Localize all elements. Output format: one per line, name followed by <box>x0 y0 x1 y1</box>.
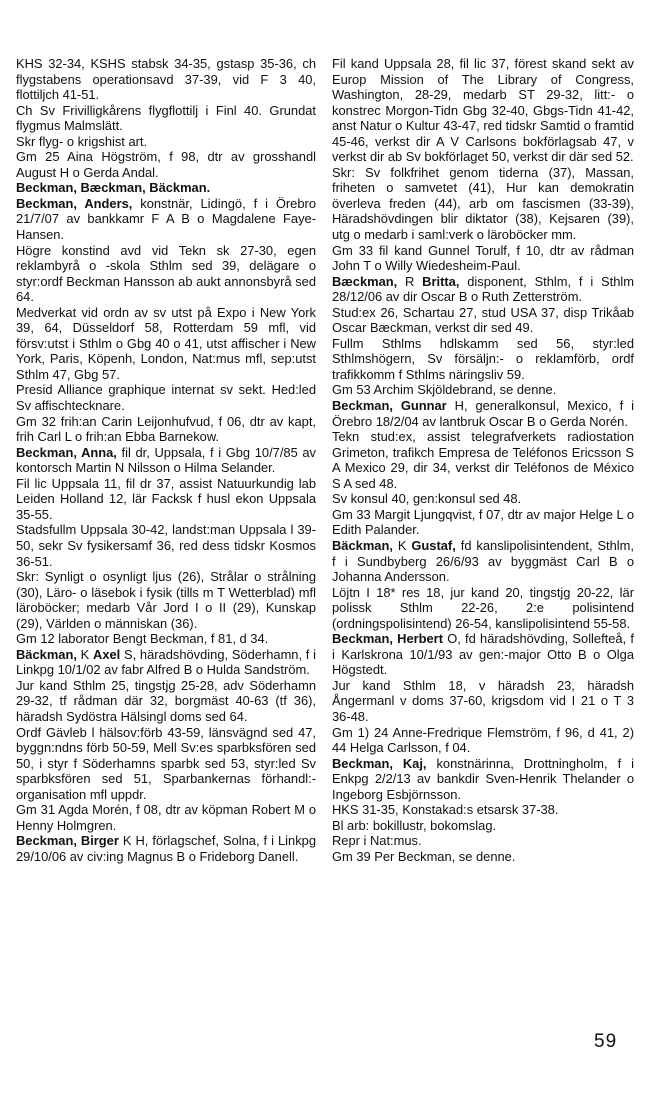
entry-paragraph <box>16 678 316 725</box>
entry-text: Gm 39 Per Beckman, se denne. <box>332 848 516 864</box>
entry-paragraph <box>332 398 634 429</box>
entry-paragraph <box>16 833 316 864</box>
left-column <box>16 56 316 864</box>
right-column <box>332 56 634 864</box>
entry-text: Gm 25 Aina Högström, f 98, dtr av grosshandl August H o Gerda Andal. <box>16 149 316 180</box>
entry-paragraph <box>332 631 634 678</box>
entry-text: R <box>397 273 423 289</box>
entry-paragraph <box>16 196 316 243</box>
entry-paragraph <box>332 585 634 632</box>
entry-paragraph <box>16 149 316 180</box>
entry-paragraph <box>332 725 634 756</box>
entry-text: K <box>76 646 94 662</box>
entry-paragraph <box>16 134 316 150</box>
entry-paragraph <box>332 491 634 507</box>
entry-text: Gm 1) 24 Anne-Fredrique Flemström, f 96, d 41, 2) 44 Helga Carlsson, f 04. <box>332 724 634 756</box>
entry-paragraph <box>332 274 634 305</box>
entry-text: Gm 33 fil kand Gunnel Torulf, f 10, dtr av rådman John T o Willy Wiedesheim-Paul. <box>332 242 634 274</box>
entry-name: Bäckman, <box>16 646 77 662</box>
entry-text: Löjtn I 18* res 18, jur kand 20, tingstjg 20-22, lär polissk Sthlm 22-26, 2:e polisintend (ordningspolisintend) 26-54, kanslipolisintend 55-58. <box>332 584 634 631</box>
entry-paragraph <box>16 180 316 196</box>
entry-text: Fullm Sthlms hdlskamm sed 56, styr:led Sthlmshögern, Sv försäljn:- o reklamförb, ordf trafikkomm f Sthlms näringsliv 59. <box>332 335 634 382</box>
entry-text: Högre konstind avd vid Tekn sk 27-30, egen reklambyrå o -skola Sthlm sed 39, delägare o styr:ordf Beckman Hansson ab aukt annonsbyrå sed 64. <box>16 242 316 305</box>
entry-text: konstnär, Lidingö, f i Örebro 21/7/07 av bankkamr F A B o Magdalene Faye-Hansen. <box>16 195 316 243</box>
entry-paragraph <box>332 833 634 849</box>
entry-paragraph <box>16 802 316 833</box>
entry-text: Skr: Synligt o osynligt ljus (26), Strålar o strålning (30), Läro- o läsebok i fysik (tills m T Wetterblad) mfl läroböcker; medarb Vår Jord I o II (29), Kunskap (29), Världen o människan (36). <box>16 569 316 631</box>
entry-paragraph <box>332 802 634 818</box>
entry-paragraph <box>16 382 316 413</box>
entry-text: Bl arb: bokillustr, bokomslag. <box>332 817 497 833</box>
entry-text: Tekn stud:ex, assist telegrafverkets radiostation Grimeton, trafikch Empresa de Teléfonos Ericsson S A Mexico 29, dir 34, verkst dir Teléfonos de México S A sed 48. <box>332 429 634 491</box>
entry-paragraph <box>16 631 316 647</box>
entry-paragraph <box>332 429 634 491</box>
entry-paragraph <box>16 476 316 523</box>
entry-paragraph <box>16 414 316 445</box>
entry-paragraph <box>16 522 316 569</box>
entry-name: Gustaf, <box>411 537 456 553</box>
entry-paragraph <box>332 165 634 243</box>
entry-name: Bäckman, <box>332 537 393 553</box>
entry-text: Jur kand Sthlm 18, v häradsh 23, häradsh Ångermanl v doms 37-60, krigsdom vid I 21 o T 3 36-48. <box>332 677 634 724</box>
entry-paragraph <box>332 818 634 834</box>
entry-text: Gm 31 Agda Morén, f 08, dtr av köpman Robert M o Henny Holmgren. <box>16 802 316 833</box>
entry-paragraph <box>16 243 316 305</box>
entry-paragraph <box>332 305 634 336</box>
entry-text: konstnärinna, Drottningholm, f i Enkpg 2/2/13 av bankdir Sven-Henrik Thelander o Ingeborg Esbjörnsson. <box>332 755 634 802</box>
entry-text: Gm 32 frih:an Carin Leijonhufvud, f 06, dtr av kapt, frih Carl L o frih:an Ebba Barnekow. <box>16 413 316 445</box>
entry-text: fil dr, Uppsala, f i Gbg 10/7/85 av kontorsch Martin N Nilsson o Hilma Selander. <box>16 444 316 476</box>
entry-text: KHS 32-34, KSHS stabsk 34-35, gstasp 35-36, ch flygstabens operationsavd 37-39, vid F 3 40, flottiljch 41-51. <box>16 56 316 103</box>
page-number: 59 <box>594 1031 618 1052</box>
entry-name: Bæckman, <box>332 273 398 289</box>
entry-text: fd kanslipolisintendent, Sthlm, f i Sundbyberg 26/6/93 av byggmäst Carl B o Johanna Andersson. <box>332 537 634 585</box>
entry-paragraph <box>332 678 634 725</box>
entry-name: Beckman, Anna, <box>16 444 117 460</box>
entry-text: Stadsfullm Uppsala 30-42, landst:man Uppsala l 39-50, sekr Sv fysikersamf 36, red dess tidskr Kosmos 36-51. <box>16 522 316 569</box>
entry-paragraph <box>16 725 316 803</box>
entry-paragraph <box>16 305 316 383</box>
entry-text: Fil lic Uppsala 11, fil dr 37, assist Natuurkundig lab Leiden Holland 12, lär Facksk f husl ekon Uppsala 35-55. <box>16 475 316 522</box>
entry-text: Gm 33 Margit Ljungqvist, f 07, dtr av major Helge L o Edith Palander. <box>332 506 634 538</box>
entry-paragraph <box>332 507 634 538</box>
entry-name: Britta, <box>422 273 460 289</box>
entry-paragraph <box>332 849 634 865</box>
entry-text: Jur kand Sthlm 25, tingstjg 25-28, adv Söderhamn 29-32, tf rådman där 32, borgmäst 40-63 (tf 36), häradsh Sydöstra Hälsingl doms sed 64. <box>16 677 316 724</box>
entry-text: Stud:ex 26, Schartau 27, stud USA 37, disp Trikåab Oscar Bæckman, verkst dir sed 49. <box>332 304 634 336</box>
entry-paragraph <box>332 243 634 274</box>
entry-text: Gm 12 laborator Bengt Beckman, f 81, d 34. <box>16 631 269 647</box>
entry-text: Ordf Gävleb l hälsov:förb 43-59, länsvägnd sed 47, byggn:ndns förb 50-59, Mell Sv:es sparbksfören sed 50, i styr f Söderhamns sparbk sed 53, styr:led Sv sparbksfören sed 51, Sparbankernas förhandl:-organisation mfl uppdr. <box>16 724 316 802</box>
entry-paragraph <box>332 538 634 585</box>
entry-text: K H, förlagschef, Solna, f i Linkpg 29/10/06 av civ:ing Magnus B o Frideborg Danell. <box>16 833 316 864</box>
entry-paragraph <box>332 756 634 803</box>
entry-paragraph <box>332 336 634 383</box>
entry-paragraph <box>16 569 316 631</box>
entry-name: Beckman, Gunnar <box>332 398 447 414</box>
entry-text: Fil kand Uppsala 28, fil lic 37, förest skand sekt av Europ Mission of The Library of Congress, Washington, 28-29, medarb ST 29-32, litt:- o konstrec Morgon-Tidn Gbg 32-40, Gbgs-Tidn 41-42, anst Natur o Kultur 43-47, red tidskr Samtid o framtid 45-46, verkst dir A V Carlsons bokförlagsab 47, v verkst dir ab Sv bokförlaget 50, verkst dir där sed 52. <box>332 56 634 165</box>
entry-paragraph <box>332 382 634 398</box>
entry-text: H, generalkonsul, Mexico, f i Örebro 18/2/04 av lantbruk Oscar B o Gerda Norén. <box>332 398 634 429</box>
entry-name: Beckman, Herbert <box>332 631 443 647</box>
entry-name: Axel <box>93 646 121 662</box>
entry-paragraph <box>332 56 634 165</box>
entry-text: O, fd häradshövding, Sollefteå, f i Karlskrona 10/1/93 av gen:-major Otto B o Olga Högstedt. <box>332 631 634 678</box>
entry-paragraph <box>16 445 316 476</box>
entry-text: Repr i Nat:mus. <box>332 833 422 849</box>
entry-text: Presid Alliance graphique internat sv sekt. Hed:led Sv affischtecknare. <box>16 382 316 414</box>
entry-name: Beckman, Bæckman, Bäckman. <box>16 180 211 196</box>
entry-name: Beckman, Kaj, <box>332 755 427 771</box>
entry-name: Beckman, Birger <box>16 833 119 849</box>
entry-text: S, häradshövding, Söderhamn, f i Linkpg 10/1/02 av fabr Alfred B o Hulda Sandström. <box>16 646 316 678</box>
entry-text: Skr: Sv folkfrihet genom tiderna (37), Massan, friheten o samvetet (41), Hur kan demokratin överleva freden (44), arb om fascismen (33-39), Häradshövdingen blir diktator (38), Kejsaren (39), utg o medarb i saml:verk o läroböcker mm. <box>332 164 634 243</box>
entry-paragraph <box>16 56 316 103</box>
entry-text: K <box>392 537 412 553</box>
entry-text: Sv konsul 40, gen:konsul sed 48. <box>332 491 522 507</box>
entry-paragraph <box>16 103 316 134</box>
entry-text: disponent, Sthlm, f i Sthlm 28/12/06 av dir Oscar B o Ruth Zetterström. <box>332 273 634 305</box>
entry-text: HKS 31-35, Konstakad:s etsarsk 37-38. <box>332 802 559 818</box>
entry-name: Beckman, Anders, <box>16 195 133 211</box>
entry-text: Ch Sv Frivilligkårens flygflottilj i Finl 40. Grundat flygmus Malmslätt. <box>16 102 316 134</box>
entry-text: Gm 53 Archim Skjöldebrand, se denne. <box>332 382 557 398</box>
entry-paragraph <box>16 647 316 678</box>
entry-text: Medverkat vid ordn av sv utst på Expo i New York 39, 64, Düsseldorf 58, Rotterdam 59 mfl, vid försv:utst i Sthlm o Gbg 40 o 41, utst affischer i New York, Paris, Köpenh, London, Nat:mus mfl, sep:utst Sthlm 47, Gbg 57. <box>16 304 316 382</box>
entry-text: Skr flyg- o krigshist art. <box>16 133 148 149</box>
